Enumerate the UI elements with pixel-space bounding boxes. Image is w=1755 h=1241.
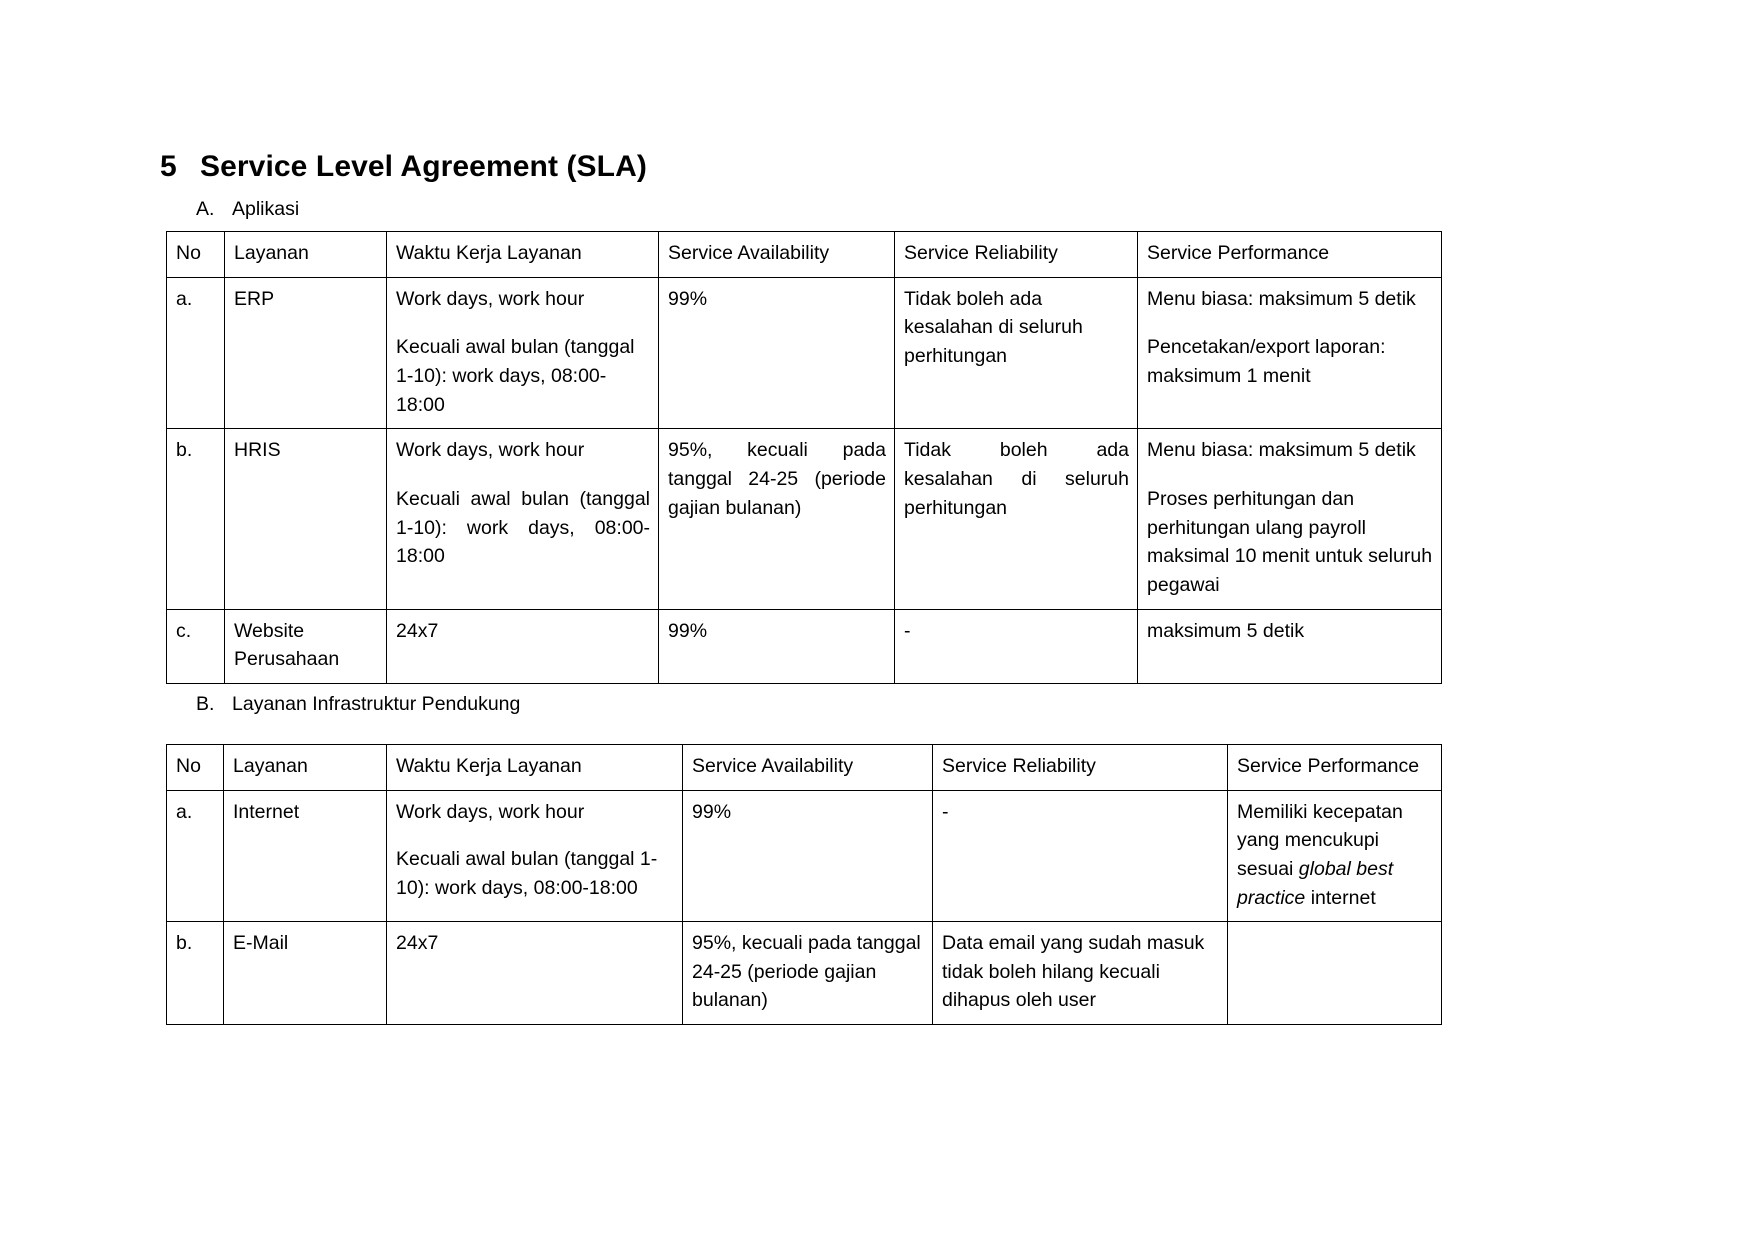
cell-layanan: Website Perusahaan <box>225 609 387 683</box>
cell-reliability: - <box>933 790 1228 922</box>
column-header-layanan: Layanan <box>225 232 387 278</box>
column-header-layanan: Layanan <box>224 744 387 790</box>
cell-layanan: HRIS <box>225 429 387 609</box>
performance-line-1: Menu biasa: maksimum 5 detik <box>1147 287 1416 310</box>
column-header-service-availability: Service Availability <box>683 744 933 790</box>
performance-prefix: Memiliki kecepatan yang mencukupi sesuai <box>1237 800 1403 880</box>
cell-waktu-kerja <box>387 277 659 429</box>
waktu-line-1: Work days, work hour <box>396 287 585 310</box>
section-label-aplikasi <box>196 198 1595 221</box>
cell-waktu-kerja: 24x7 <box>387 922 683 1025</box>
section-label-infrastruktur <box>196 693 1595 716</box>
section-letter-a: A. <box>196 198 215 220</box>
column-header-service-availability: Service Availability <box>659 232 895 278</box>
performance-line-2: Pencetakan/export laporan: maksimum 1 menit <box>1147 336 1386 387</box>
cell-availability: 95%, kecuali pada tanggal 24-25 (periode gajian bulanan) <box>683 922 933 1025</box>
cell-availability: 99% <box>659 277 895 429</box>
table-row <box>167 790 1442 922</box>
waktu-line-2: Kecuali awal bulan (tanggal 1-10): work days, 08:00-18:00 <box>396 336 635 416</box>
performance-italic-term: global best practice <box>1237 857 1394 909</box>
table-header-row <box>167 232 1442 278</box>
table-spacer <box>160 726 1595 744</box>
performance-line-2: Proses perhitungan dan perhitungan ulang payroll maksimal 10 menit untuk seluruh pegawai <box>1147 487 1433 596</box>
cell-reliability: Tidak boleh ada kesalahan di seluruh perhitungan <box>895 429 1138 609</box>
cell-reliability: Tidak boleh ada kesalahan di seluruh perhitungan <box>895 277 1138 429</box>
cell-layanan: ERP <box>225 277 387 429</box>
section-title-a: Aplikasi <box>232 198 300 220</box>
cell-availability: 99% <box>659 609 895 683</box>
cell-reliability: Data email yang sudah masuk tidak boleh hilang kecuali dihapus oleh user <box>933 922 1228 1025</box>
cell-performance <box>1228 790 1442 922</box>
waktu-line-1: Work days, work hour <box>396 800 585 823</box>
paragraph-gap <box>1147 313 1433 333</box>
paragraph-gap <box>1147 465 1433 485</box>
paragraph-gap <box>396 826 674 845</box>
table-row <box>167 609 1442 683</box>
cell-layanan: Internet <box>224 790 387 922</box>
cell-layanan: E-Mail <box>224 922 387 1025</box>
cell-waktu-kerja: 24x7 <box>387 609 659 683</box>
cell-reliability: - <box>895 609 1138 683</box>
table-row <box>167 922 1442 1025</box>
waktu-line-2: Kecuali awal bulan (tanggal 1-10): work days, 08:00-18:00 <box>396 848 658 899</box>
paragraph-gap <box>396 465 650 485</box>
performance-line-1: Menu biasa: maksimum 5 detik <box>1147 439 1416 462</box>
section-title-b: Layanan Infrastruktur Pendukung <box>232 692 521 715</box>
cell-performance: maksimum 5 detik <box>1138 609 1442 683</box>
column-header-service-reliability: Service Reliability <box>933 744 1228 790</box>
sla-table-aplikasi <box>166 231 1442 684</box>
table-header-row <box>167 744 1442 790</box>
cell-availability: 95%, kecuali pada tanggal 24-25 (periode gajian bulanan) <box>659 429 895 609</box>
cell-no: c. <box>167 609 225 683</box>
heading-number: 5 <box>160 150 177 183</box>
page-title <box>160 150 1595 184</box>
column-header-service-performance: Service Performance <box>1138 232 1442 278</box>
table-row <box>167 277 1442 429</box>
column-header-waktu-kerja-layanan: Waktu Kerja Layanan <box>387 232 659 278</box>
cell-performance <box>1228 922 1442 1025</box>
column-header-service-performance: Service Performance <box>1228 744 1442 790</box>
cell-performance <box>1138 277 1442 429</box>
cell-no: b. <box>167 429 225 609</box>
waktu-line-1: Work days, work hour <box>396 439 585 462</box>
cell-performance <box>1138 429 1442 609</box>
heading-text: Service Level Agreement (SLA) <box>200 150 647 183</box>
table-row <box>167 429 1442 609</box>
cell-availability: 99% <box>683 790 933 922</box>
column-header-waktu-kerja-layanan: Waktu Kerja Layanan <box>387 744 683 790</box>
performance-suffix: internet <box>1305 886 1376 909</box>
cell-no: b. <box>167 922 224 1025</box>
cell-no: a. <box>167 277 225 429</box>
cell-no: a. <box>167 790 224 922</box>
sla-table-infrastruktur <box>166 744 1442 1025</box>
column-header-service-reliability: Service Reliability <box>895 232 1138 278</box>
waktu-line-2: Kecuali awal bulan (tanggal 1-10): work days, 08:00-18:00 <box>396 487 650 568</box>
cell-waktu-kerja <box>387 790 683 922</box>
column-header-no: No <box>167 232 225 278</box>
paragraph-gap <box>396 313 650 333</box>
cell-waktu-kerja <box>387 429 659 609</box>
column-header-no: No <box>167 744 224 790</box>
section-letter-b: B. <box>196 692 215 715</box>
